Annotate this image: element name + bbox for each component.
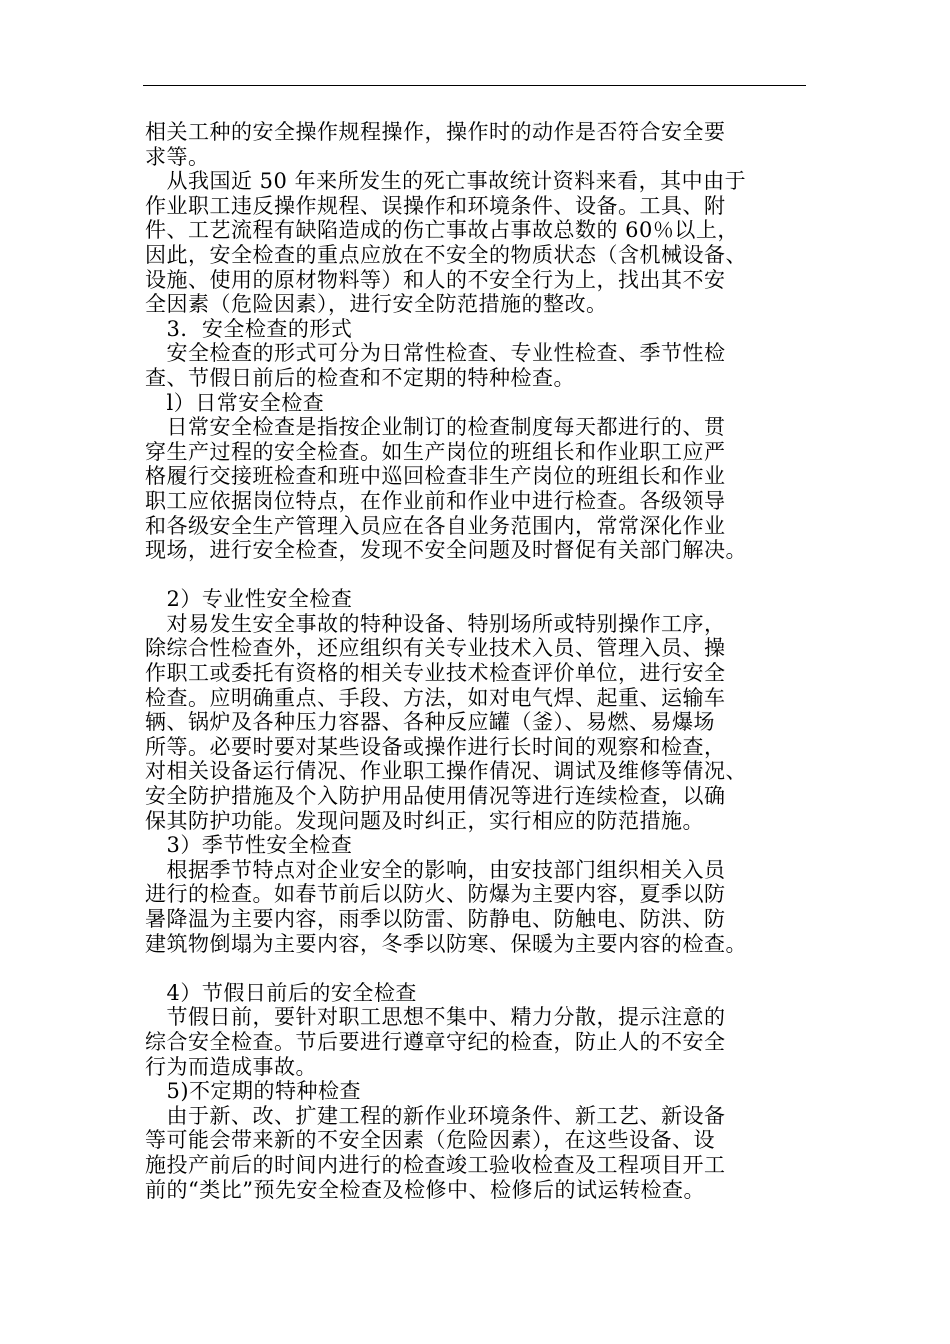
paragraph-gap (145, 956, 809, 981)
text-line: 3）季节性安全检查 (145, 833, 353, 858)
body-text (145, 120, 809, 1202)
text-line: 格履行交接班检查和班中巡回检查非生产岗位的班组长和作业 (145, 464, 726, 489)
text-line: 作职工或委托有资格的相关专业技术检查评价单位，进行安全 (145, 661, 726, 686)
text-line: 和各级安全生产管理入员应在各自业务范围内，常常深化作业 (145, 513, 726, 538)
text-line: 保其防护功能。发现问题及时纠正，实行相应的防范措施。 (145, 808, 704, 833)
text-line: 从我国近 50 年来所发生的死亡事故统计资料来看，其中由于 (145, 169, 747, 194)
text-line: 节假日前，要针对职工思想不集中、精力分散，提示注意的 (145, 1005, 726, 1030)
text-line: 现场，进行安全检查，发现不安全问题及时督促有关部门解决。 (145, 538, 747, 563)
paragraph-gap (145, 563, 809, 588)
text-line: 5)不定期的特种检查 (145, 1079, 362, 1104)
text-line: 件、工艺流程有缺陷造成的伤亡事故占事故总数的 60％以上， (145, 218, 739, 243)
text-line: 查、节假日前后的检查和不定期的特种检查。 (145, 365, 575, 390)
text-line: 对易发生安全事故的特种设备、特别场所或特别操作工序， (145, 611, 726, 636)
text-line: 建筑物倒塌为主要内容，冬季以防寒、保暖为主要内容的检查。 (145, 931, 747, 956)
text-line: 安全检查的形式可分为日常性检查、专业性检查、季节性检 (145, 341, 726, 366)
text-line: 求等。 (145, 144, 210, 169)
text-line: 3．安全检查的形式 (145, 316, 353, 341)
text-line: 行为而造成事故。 (145, 1054, 317, 1079)
text-line: 由于新、改、扩建工程的新作业环境条件、新工艺、新设备 (145, 1103, 726, 1128)
text-line: 前的“类比”预先安全检查及检修中、检修后的试运转检查。 (145, 1177, 705, 1202)
text-line: 辆、锅炉及各种压力容器、各种反应罐（釜）、易燃、易爆场 (145, 710, 715, 735)
text-line: 2）专业性安全检查 (145, 587, 353, 612)
text-line: 职工应依据岗位特点，在作业前和作业中进行检查。各级领导 (145, 488, 726, 513)
text-line: 安全防护措施及个入防护用品使用倩况等进行连续检查，以确 (145, 784, 726, 809)
text-line: 设施、使用的原材物料等）和人的不安全行为上，找出其不安 (145, 267, 726, 292)
text-line: 除综合性检查外，还应组织有关专业技术入员、管理入员、操 (145, 636, 726, 661)
text-line: 综合安全检查。节后要进行遵章守纪的检查，防止人的不安全 (145, 1029, 726, 1054)
text-line: 对相关设备运行倩况、作业职工操作倩况、调试及维修等倩况、 (145, 759, 747, 784)
text-line: 全因素（危险因素），进行安全防范措施的整改。 (145, 292, 608, 317)
text-line: 施投产前后的时间内进行的检查竣工验收检查及工程项目开工 (145, 1152, 726, 1177)
text-line: 暑降温为主要内容，雨季以防雷、防静电、防触电、防洪、防 (145, 907, 726, 931)
text-line: 进行的检查。如春节前后以防火、防爆为主要内容，夏季以防 (145, 882, 726, 907)
text-line: 相关工种的安全操作规程操作，操作时的动作是否符合安全要 (145, 120, 726, 144)
text-line: 穿生产过程的安全检查。如生产岗位的班组长和作业职工应严 (145, 439, 726, 464)
header-rule (143, 85, 806, 86)
text-line: 等可能会带来新的不安全因素（危险因素），在这些设备、设 (145, 1128, 715, 1153)
text-line: 检查。应明确重点、手段、方法，如对电气焊、起重、运输车 (145, 685, 726, 710)
text-line: l）日常安全检查 (145, 390, 325, 415)
text-line: 日常安全检查是指按企业制订的检查制度每天都进行的、贯 (145, 415, 726, 440)
text-line: 所等。必要时要对某些设备或操作进行长时间的观察和检查， (145, 734, 726, 759)
text-line: 因此，安全检查的重点应放在不安全的物质状态（含机械设备、 (145, 242, 747, 267)
text-line: 4）节假日前后的安全检查 (145, 980, 417, 1005)
text-line: 作业职工违反操作规程、误操作和环境条件、设备。工具、附 (145, 193, 726, 218)
text-line: 根据季节特点对企业安全的影响，由安技部门组织相关入员 (145, 857, 726, 882)
